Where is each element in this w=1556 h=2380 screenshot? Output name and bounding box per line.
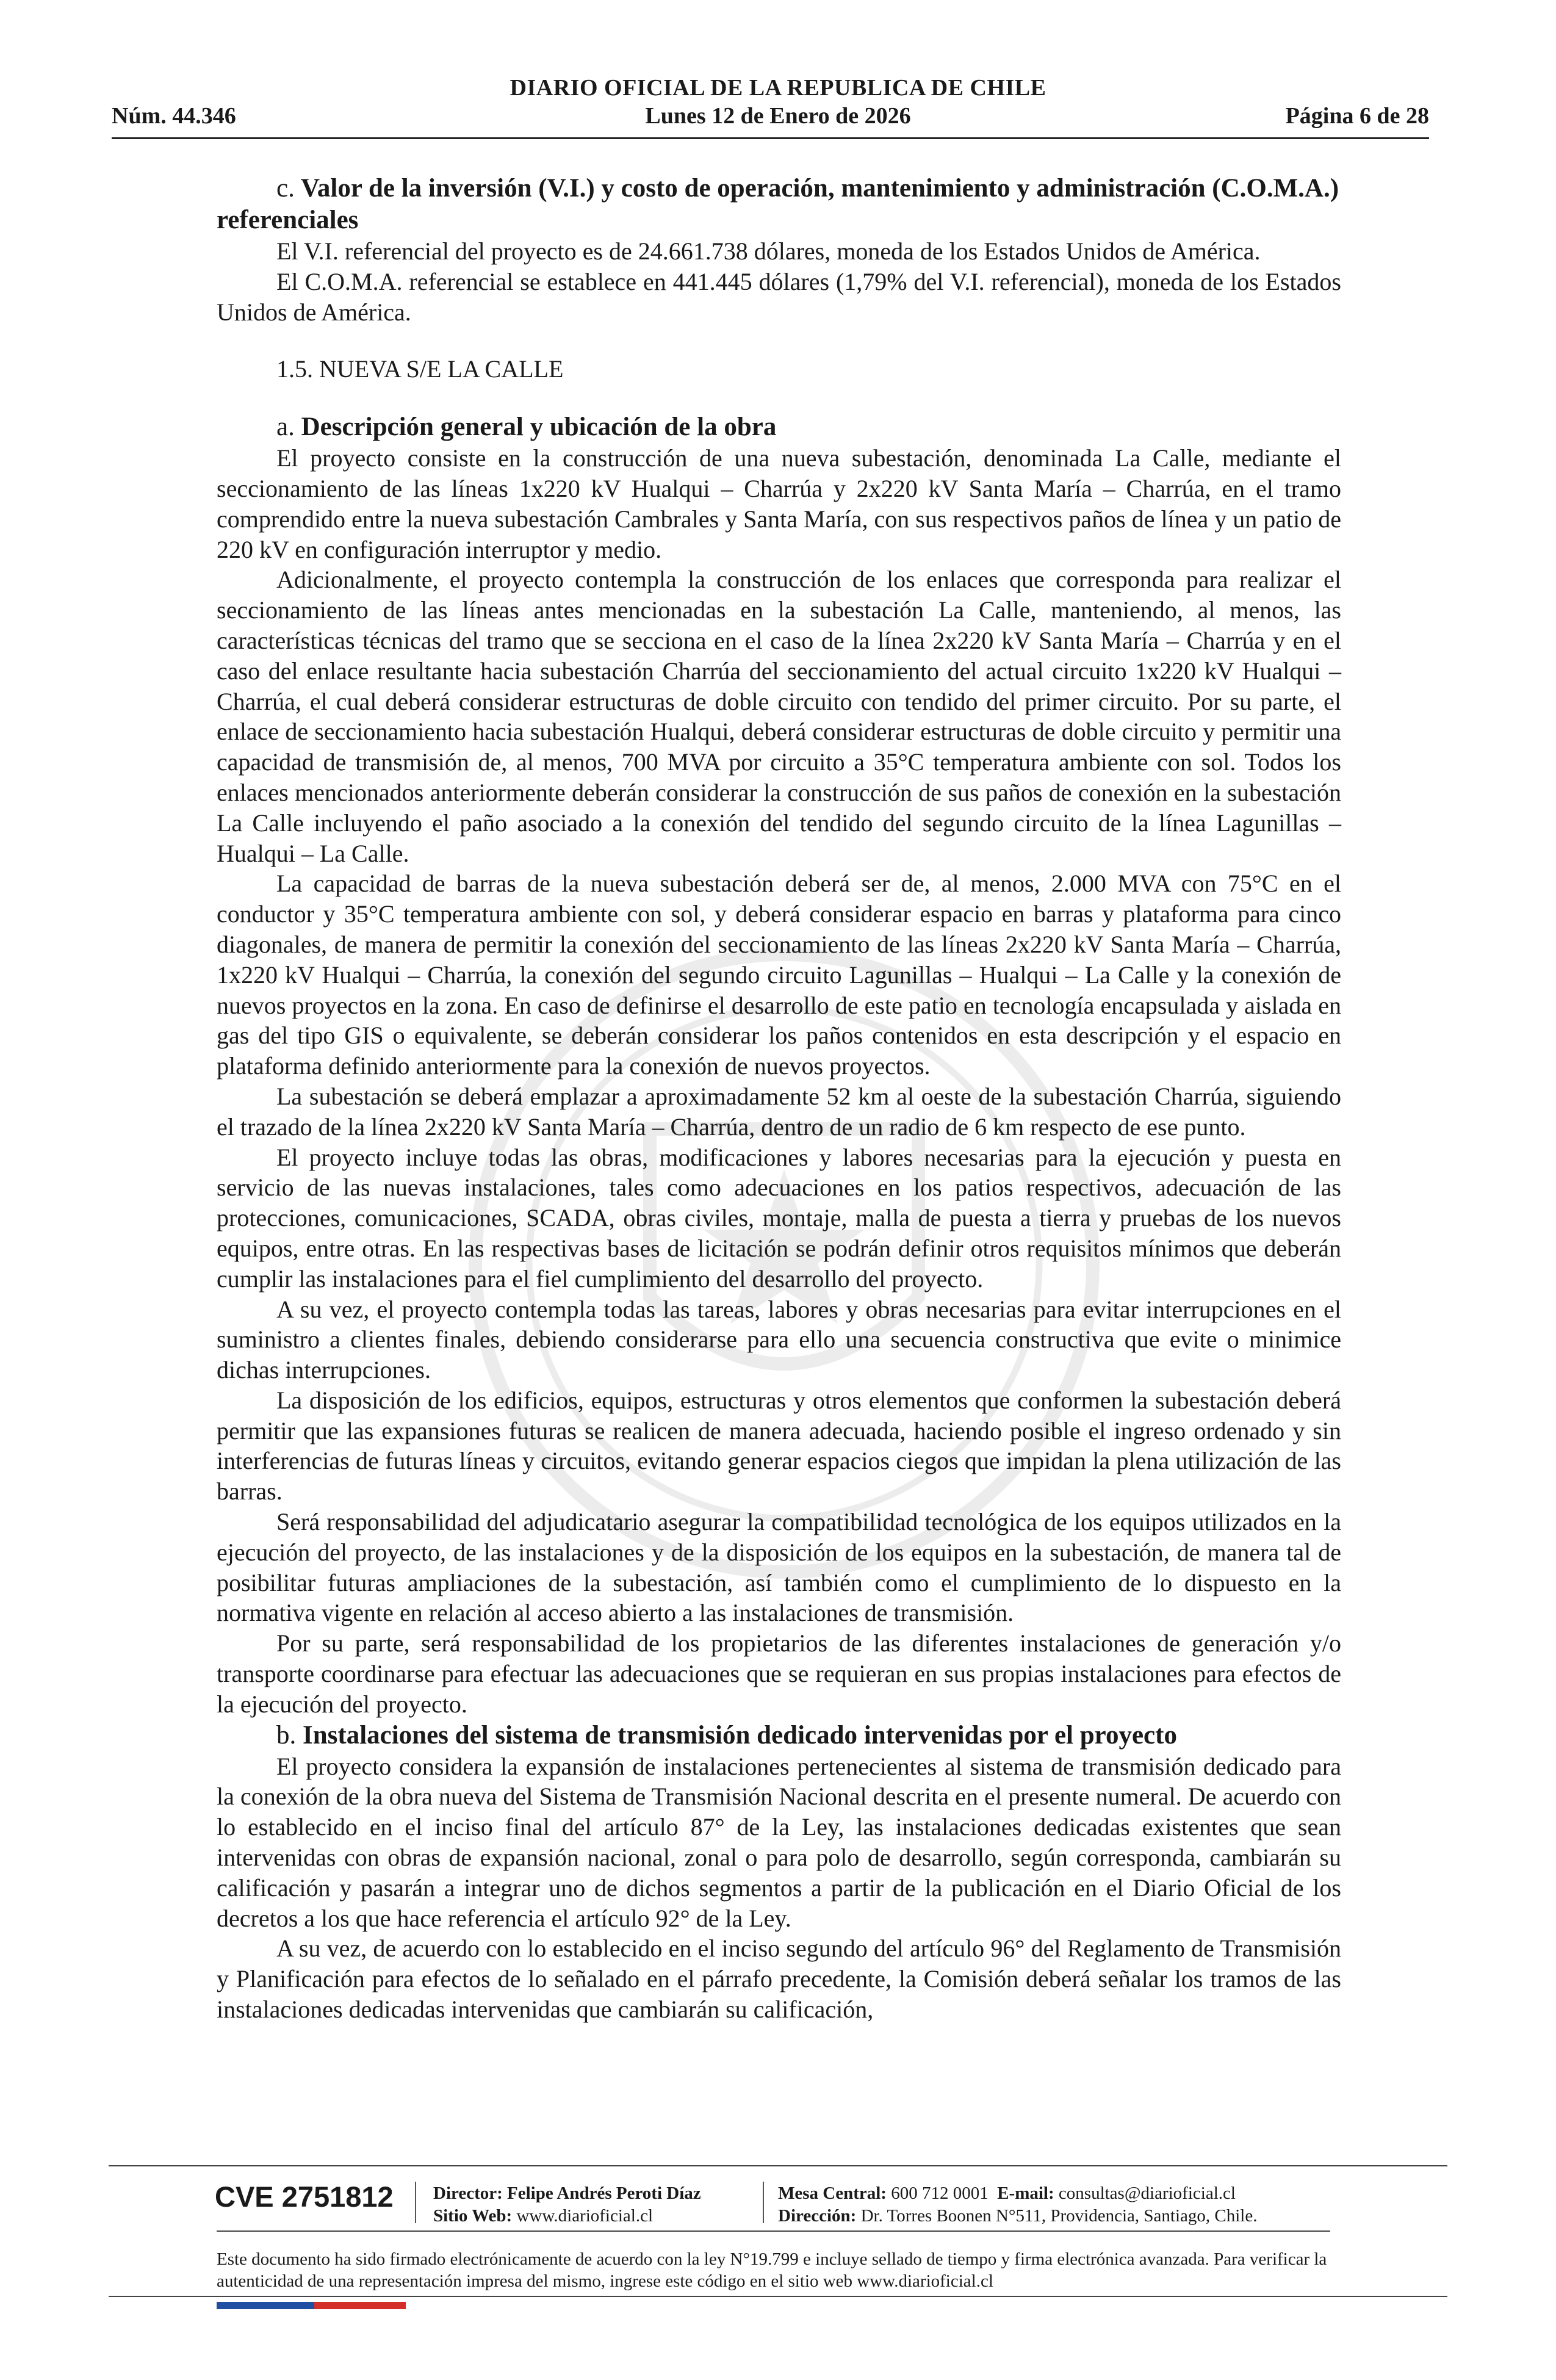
section-a-paragraph: La capacidad de barras de la nueva subestación deberá ser de, al menos, 2.000 MVA con 75°C en el conductor y 35°C temperatura ambiente con sol, y deberá considerar espacio en barras y plataforma para cinco diagonales, de manera de permitir la conexión del seccionamiento de las líneas 2x220 kV Santa María – Charrúa, 1x220 kV Hualqui – Charrúa, la conexión del segundo circuito Lagunillas – Hualqui – La Calle y la conexión de nuevos proyectos en la zona. En caso de definirse el desarrollo de este patio en tecnología encapsulada y aislada en gas del tipo GIS o equivalente, se deberán considerar los paños contenidos en esta descripción y el espacio en plataforma definido anteriormente para la conexión de nuevos proyectos. — [217, 870, 1341, 1080]
contact-block — [778, 2182, 1257, 2227]
footer-divider-bottom — [109, 2296, 1447, 2297]
cve-code: CVE 2751812 — [215, 2180, 394, 2213]
flag-stripe-red — [314, 2302, 406, 2309]
section-a-title: Descripción general y ubicación de la obra — [301, 413, 777, 442]
section-b-title: Instalaciones del sistema de transmisión dedicado intervenidas por el proyecto — [303, 1720, 1177, 1750]
section-a-paragraph: El proyecto incluye todas las obras, modificaciones y labores necesarias para la ejecución y puesta en servicio de las nuevas instalaciones, tales como adecuaciones en los patios respectivos, adecuación de las protecciones, comunicaciones, SCADA, obras civiles, montaje, malla de puesta a tierra y pruebas de los nuevos equipos, entre otras. En las respectivas bases de licitación se podrán definir otros requisitos mínimos que deberán cumplir las instalaciones para el fiel cumplimiento del desarrollo del proyecto. — [217, 1143, 1341, 1293]
section-c-marker: c. — [276, 174, 295, 203]
section-a-marker: a. — [276, 413, 295, 442]
site-label: Sitio Web: — [433, 2206, 513, 2226]
section-a-paragraph: Por su parte, será responsabilidad de los propietarios de las diferentes instalaciones de generación y/o transporte coordinarse para efectuar las adecuaciones que se requieran en sus propias instalaciones para efectos de la ejecución del proyecto. — [217, 1629, 1341, 1718]
page-number: Página 6 de 28 — [1285, 103, 1429, 129]
footer-separator — [763, 2182, 764, 2223]
section-b-paragraph: El proyecto considera la expansión de instalaciones pertenecientes al sistema de transmisión dedicado para la conexión de la obra nueva del Sistema de Transmisión Nacional descrita en el presente numeral. De acuerdo con lo establecido en el inciso final del artículo 87° de la Ley, las instalaciones dedicadas existentes que sean intervenidas con obras de expansión nacional, zonal o para polo de desarrollo, según corresponda, cambiarán su calificación y pasarán a integrar uno de dichos segmentos a partir de la publicación en el Diario Oficial de los decretos a los que hace referencia el artículo 92° de la Ley. — [217, 1752, 1341, 1932]
document-body — [217, 173, 1341, 2025]
section-c-title: Valor de la inversión (V.I.) y costo de operación, mantenimiento y administración (C.O.M.A.) referenciales — [217, 174, 1339, 234]
address-text: Dr. Torres Boonen N°511, Providencia, Santiago, Chile. — [860, 2206, 1258, 2226]
flag-stripe-blue — [217, 2302, 314, 2309]
section-c-paragraph-1: El V.I. referencial del proyecto es de 24.661.738 dólares, moneda de los Estados Unidos de América. — [276, 237, 1261, 265]
email-link[interactable]: consultas@diarioficial.cl — [1058, 2183, 1236, 2203]
section-b-paragraph: A su vez, de acuerdo con lo establecido en el inciso segundo del artículo 96° del Reglamento de Transmisión y Planificación para efectos de lo señalado en el párrafo precedente, la Comisión deberá señalar los tramos de las instalaciones dedicadas intervenidas que cambiarán su calificación, — [217, 1935, 1341, 2024]
phone-number: 600 712 0001 — [891, 2183, 989, 2203]
section-a-heading — [217, 411, 1341, 443]
section-a-paragraph: Adicionalmente, el proyecto contempla la construcción de los enlaces que corresponda para realizar el seccionamiento de las líneas antes mencionadas en la subestación La Calle, manteniendo, al menos, las características técnicas del tramo que se secciona en el caso de la línea 2x220 kV Santa María – Charrúa y en el caso del enlace resultante hacia subestación Charrúa del seccionamiento del actual circuito 1x220 kV Hualqui – Charrúa, el cual deberá considerar estructuras de doble circuito con tendido del primer circuito. Por su parte, el enlace de seccionamiento hacia subestación Hualqui, deberá considerar estructuras de doble circuito y permitir una capacidad de transmisión de, al menos, 700 MVA por circuito a 35°C temperatura ambiente con sol. Todos los enlaces mencionados anteriormente deberán considerar la construcción de sus paños de conexión en la subestación La Calle incluyendo el paño asociado a la conexión del tendido del segundo circuito de la línea Lagunillas – Hualqui – La Calle. — [217, 566, 1341, 867]
director-block — [433, 2182, 701, 2227]
issue-number: Núm. 44.346 — [112, 103, 236, 129]
address-label: Dirección: — [778, 2206, 857, 2226]
section-a-paragraph: A su vez, el proyecto contempla todas las tareas, labores y obras necesarias para evitar interrupciones en el suministro a clientes finales, debiendo considerarse para ello una secuencia constructiva que evite o minimice dichas interrupciones. — [217, 1295, 1341, 1384]
footer-separator — [415, 2182, 416, 2223]
section-a-paragraph: La disposición de los edificios, equipos, estructuras y otros elementos que conformen la subestación deberá permitir que las expansiones futuras se realicen de manera adecuada, haciendo posible el ingreso ordenado y sin interferencias de futuras líneas y circuitos, evitando generar espacios ciegos que impidan la plena utilización de las barras. — [217, 1386, 1341, 1506]
section-1-5-heading: 1.5. NUEVA S/E LA CALLE — [276, 355, 564, 383]
section-c-heading — [217, 173, 1341, 236]
section-a-paragraph: La subestación se deberá emplazar a aproximadamente 52 km al oeste de la subestación Charrúa, siguiendo el trazado de la línea 2x220 kV Santa María – Charrúa, dentro de un radio de 6 km respecto de ese punto. — [217, 1082, 1341, 1141]
footer-divider-top — [109, 2165, 1447, 2166]
section-b-marker: b. — [276, 1720, 297, 1750]
section-a-paragraph: Será responsabilidad del adjudicatario asegurar la compatibilidad tecnológica de los equipos utilizados en la ejecución del proyecto, de las instalaciones y de la disposición de los equipos en la subestación, de manera tal de posibilitar futuras ampliaciones de la subestación, así también como el cumplimiento de lo dispuesto en la normativa vigente en relación al acceso abierto a las instalaciones de transmisión. — [217, 1508, 1341, 1627]
section-b-heading — [217, 1720, 1341, 1751]
issue-date: Lunes 12 de Enero de 2026 — [645, 103, 911, 129]
section-c-paragraph-2: El C.O.M.A. referencial se establece en 441.445 dólares (1,79% del V.I. referencial), moneda de los Estados Unidos de América. — [217, 267, 1341, 326]
footer-divider-mid — [217, 2230, 1330, 2232]
site-link[interactable]: www.diarioficial.cl — [516, 2206, 654, 2226]
newspaper-title: DIARIO OFICIAL DE LA REPUBLICA DE CHILE — [510, 75, 1046, 101]
email-label: E-mail: — [997, 2183, 1054, 2203]
phone-label: Mesa Central: — [778, 2183, 887, 2203]
director-label: Director: — [433, 2183, 503, 2203]
director-name: Felipe Andrés Peroti Díaz — [507, 2183, 701, 2203]
legal-notice: Este documento ha sido firmado electrónicamente de acuerdo con la ley N°19.799 e incluye sellado de tiempo y firma electrónica avanzada. Para verificar la autenticidad de una representación impresa del mismo, ingrese este código en el sitio web www.diarioficial.cl — [217, 2249, 1327, 2291]
header-divider — [112, 137, 1429, 139]
section-a-paragraph: El proyecto consiste en la construcción de una nueva subestación, denominada La Calle, mediante el seccionamiento de las líneas 1x220 kV Hualqui – Charrúa y 2x220 kV Santa María – Charrúa, en el tramo comprendido entre la nueva subestación Cambrales y Santa María, con sus respectivos paños de línea y un patio de 220 kV en configuración interruptor y medio. — [217, 444, 1341, 563]
